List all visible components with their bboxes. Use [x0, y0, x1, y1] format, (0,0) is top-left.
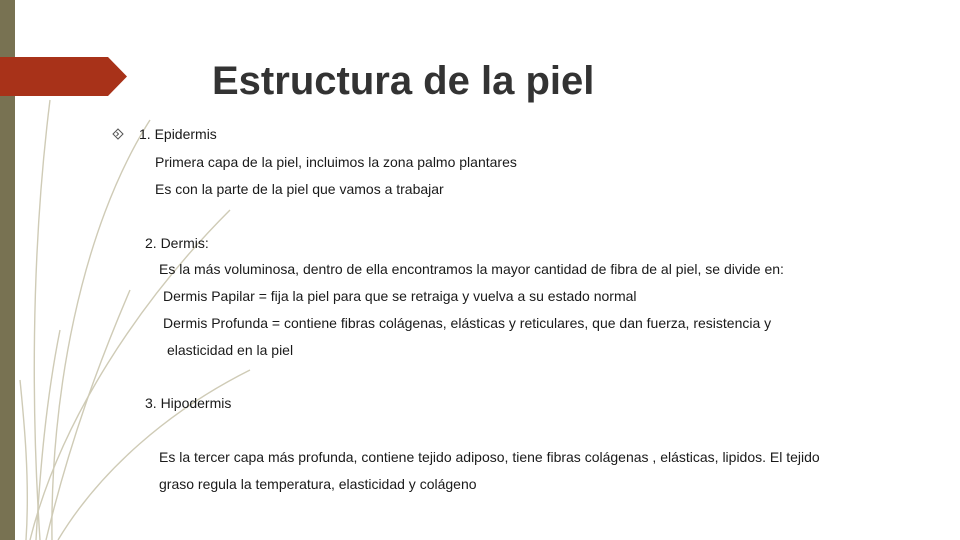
diamond-bullet-icon [112, 128, 124, 140]
hipodermis-heading: 3. Hipodermis [145, 395, 232, 411]
slide-title: Estructura de la piel [212, 59, 595, 103]
dermis-papilar-text: Dermis Papilar = fija la piel para que se retraiga y vuelva a su estado normal [163, 288, 637, 304]
dermis-heading: 2. Dermis: [145, 235, 209, 251]
dermis-profunda-continuation: elasticidad en la piel [167, 342, 294, 358]
hipodermis-description-1: Es la tercer capa más profunda, contiene tejido adiposo, tiene fibras colágenas , elásticas, lipidos. El tejido [159, 449, 820, 465]
dermis-profunda-text: Dermis Profunda = contiene fibras colágenas, elásticas y reticulares, que dan fuerza, resistencia y [163, 315, 772, 331]
epidermis-description-1: Primera capa de la piel, incluimos la zona palmo plantares [155, 154, 517, 170]
epidermis-description-2: Es con la parte de la piel que vamos a trabajar [155, 181, 444, 197]
epidermis-heading: 1. Epidermis [139, 126, 217, 142]
dermis-description: Es la más voluminosa, dentro de ella encontramos la mayor cantidad de fibra de al piel, se divide en: [159, 261, 784, 277]
hipodermis-description-2: graso regula la temperatura, elasticidad y colágeno [159, 476, 477, 492]
accent-tab [0, 57, 127, 96]
